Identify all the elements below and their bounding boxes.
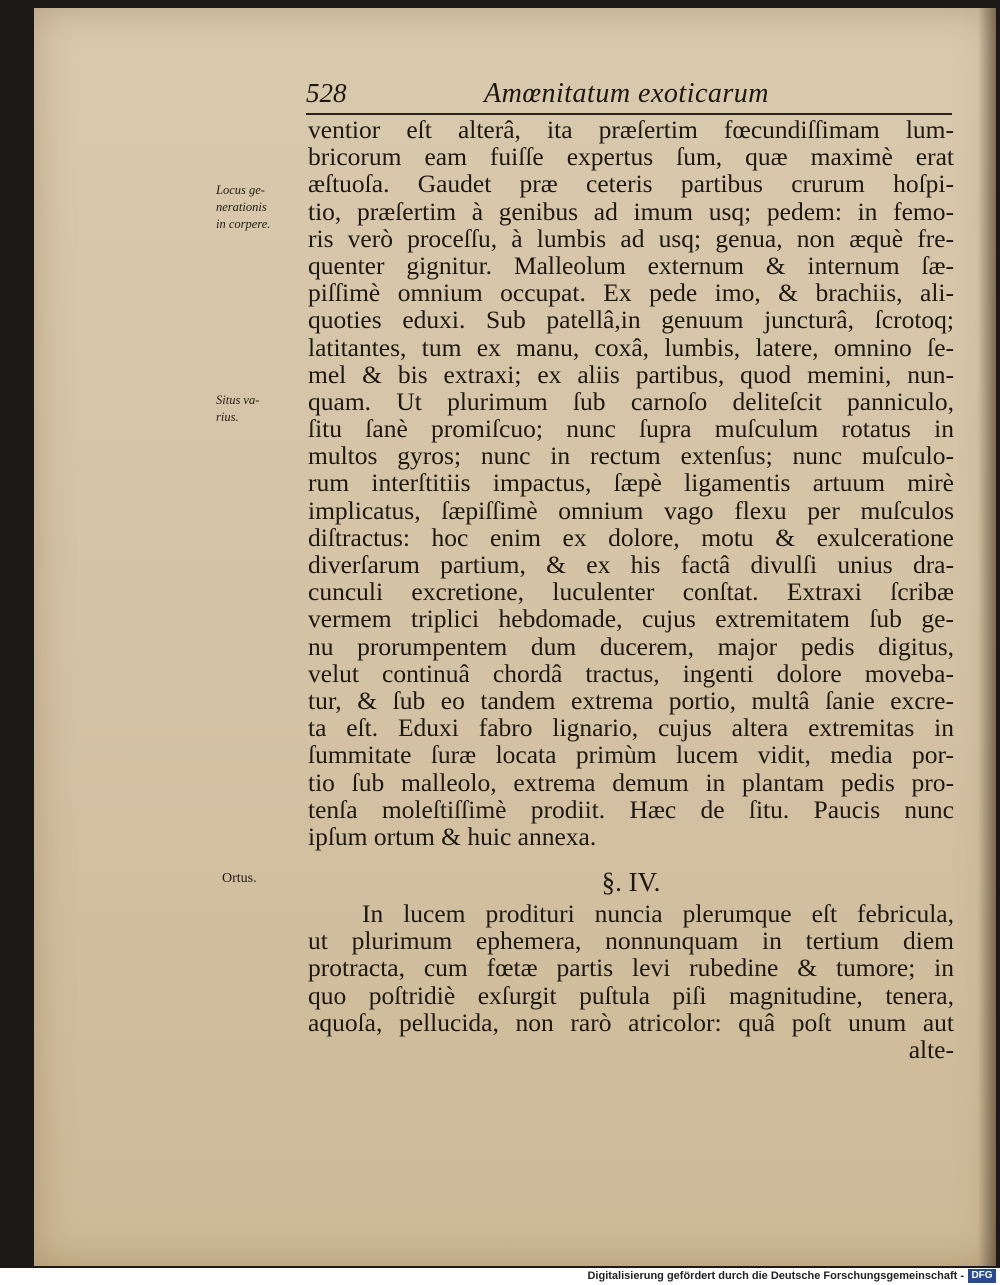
text-line: multos gyros; nunc in rectum extenſus; nunc muſculo- (308, 441, 954, 471)
text-line: ventior eſt alterâ, ita præſertim fœcundiſſimam lum- (308, 115, 954, 144)
margin-note-line: Locus ge- (216, 183, 265, 197)
margin-note-line: nerationis (216, 200, 267, 214)
page-number: 528 (306, 78, 347, 108)
text-line: vermem triplici hebdomade, cujus extremitatem ſub ge- (308, 604, 954, 634)
text-line: nu prorumpentem dum ducerem, major pedis digitus, (308, 631, 954, 661)
margin-note-ortus (222, 870, 257, 887)
text-line: ta eſt. Eduxi fabro lignario, cujus altera extremitas in (308, 713, 954, 743)
margin-note-line: in corpere. (216, 217, 271, 231)
text-line: quenter gignitur. Malleolum externum & internum ſæ- (308, 250, 954, 280)
text-line: implicatus, ſæpiſſimè omnium vago flexu per muſculos (308, 495, 954, 525)
text-line: cunculi excretione, luculenter conſtat. Extraxi ſcribæ (308, 577, 954, 607)
text-line: tio, præſertim à genibus ad imum usq; pedem: in femo- (308, 196, 954, 226)
digitization-credit: Digitalisierung gefördert durch die Deutsche Forschungsgemeinschaft - (587, 1270, 964, 1282)
text-line: aquoſa, pellucida, non rarò atricolor: quâ poſt unum aut (308, 1007, 954, 1037)
section-heading: §. IV. (601, 867, 661, 897)
text-line: quo poſtridiè exſurgit puſtula piſi magnitudine, tenera, (308, 980, 954, 1010)
text-line: ut plurimum ephemera, nonnunquam in tertium diem (308, 926, 954, 956)
text-line: piſſimè omnium occupat. Ex pede imo, & brachiis, ali- (308, 278, 954, 308)
text-line: quam. Ut plurimum ſub carnoſo deliteſcit panniculo, (308, 386, 954, 416)
text-line: ipſum ortum & huic annexa. (308, 821, 597, 851)
footer (0, 1268, 1000, 1285)
text-line: ſummitate ſuræ locata primùm lucem vidit, media por- (308, 740, 954, 770)
text-line: diſtractus: hoc enim ex dolore, motu & exulceratione (308, 522, 954, 552)
paragraph-1 (308, 116, 954, 850)
text-line: diverſarum partium, & ex his factâ divulſi unius dra- (308, 550, 954, 579)
margin-note-locus (216, 182, 270, 233)
text-line: tio ſub malleolo, extrema demum in plantam pedis pro- (308, 767, 954, 797)
text-line: quoties eduxi. Sub patellâ,in genuum juncturâ, ſcrotoq; (308, 305, 954, 335)
page-header (306, 78, 952, 114)
text-line: ris verò proceſſu, à lumbis ad usq; genua, non æquè fre- (308, 223, 954, 253)
dfg-logo: DFG (968, 1269, 996, 1283)
text-line: æſtuoſa. Gaudet præ ceteris partibus crurum hoſpi- (308, 169, 954, 199)
text-line: protracta, cum fœtæ partis levi rubedine & tumore; in (308, 953, 954, 983)
text-line: tenſa moleſtiſſimè prodiit. Hæc de ſitu. Paucis nunc (308, 794, 954, 824)
text-line: alte- (908, 1034, 954, 1064)
text-line: bricorum eam fuiſſe expertus ſum, quæ maximè erat (308, 142, 954, 172)
margin-note-line: rius. (216, 410, 239, 424)
paragraph-2 (308, 900, 954, 1063)
text-line: mel & bis extraxi; ex aliis partibus, quod memini, nun- (308, 359, 954, 389)
text-line: rum interſtitiis impactus, ſæpè ligamentis artuum mirè (308, 468, 954, 498)
text-line: ſitu ſanè promiſcuo; nunc ſupra muſculum rotatus in (308, 414, 954, 444)
text-line: tur, & ſub eo tandem extrema portio, multâ ſanie excre- (308, 685, 954, 715)
text-line: In lucem prodituri nuncia plerumque eſt febricula, (362, 899, 954, 928)
text-line: latitantes, tum ex manu, coxâ, lumbis, latere, omnino ſe- (308, 332, 954, 362)
margin-note-line: Ortus. (222, 871, 257, 886)
margin-note-situs (216, 392, 259, 426)
text-line: velut continuâ chordâ tractus, ingenti dolore moveba- (308, 658, 954, 688)
running-head: Amœnitatum exoticarum (484, 78, 770, 109)
margin-note-line: Situs va- (216, 393, 260, 407)
